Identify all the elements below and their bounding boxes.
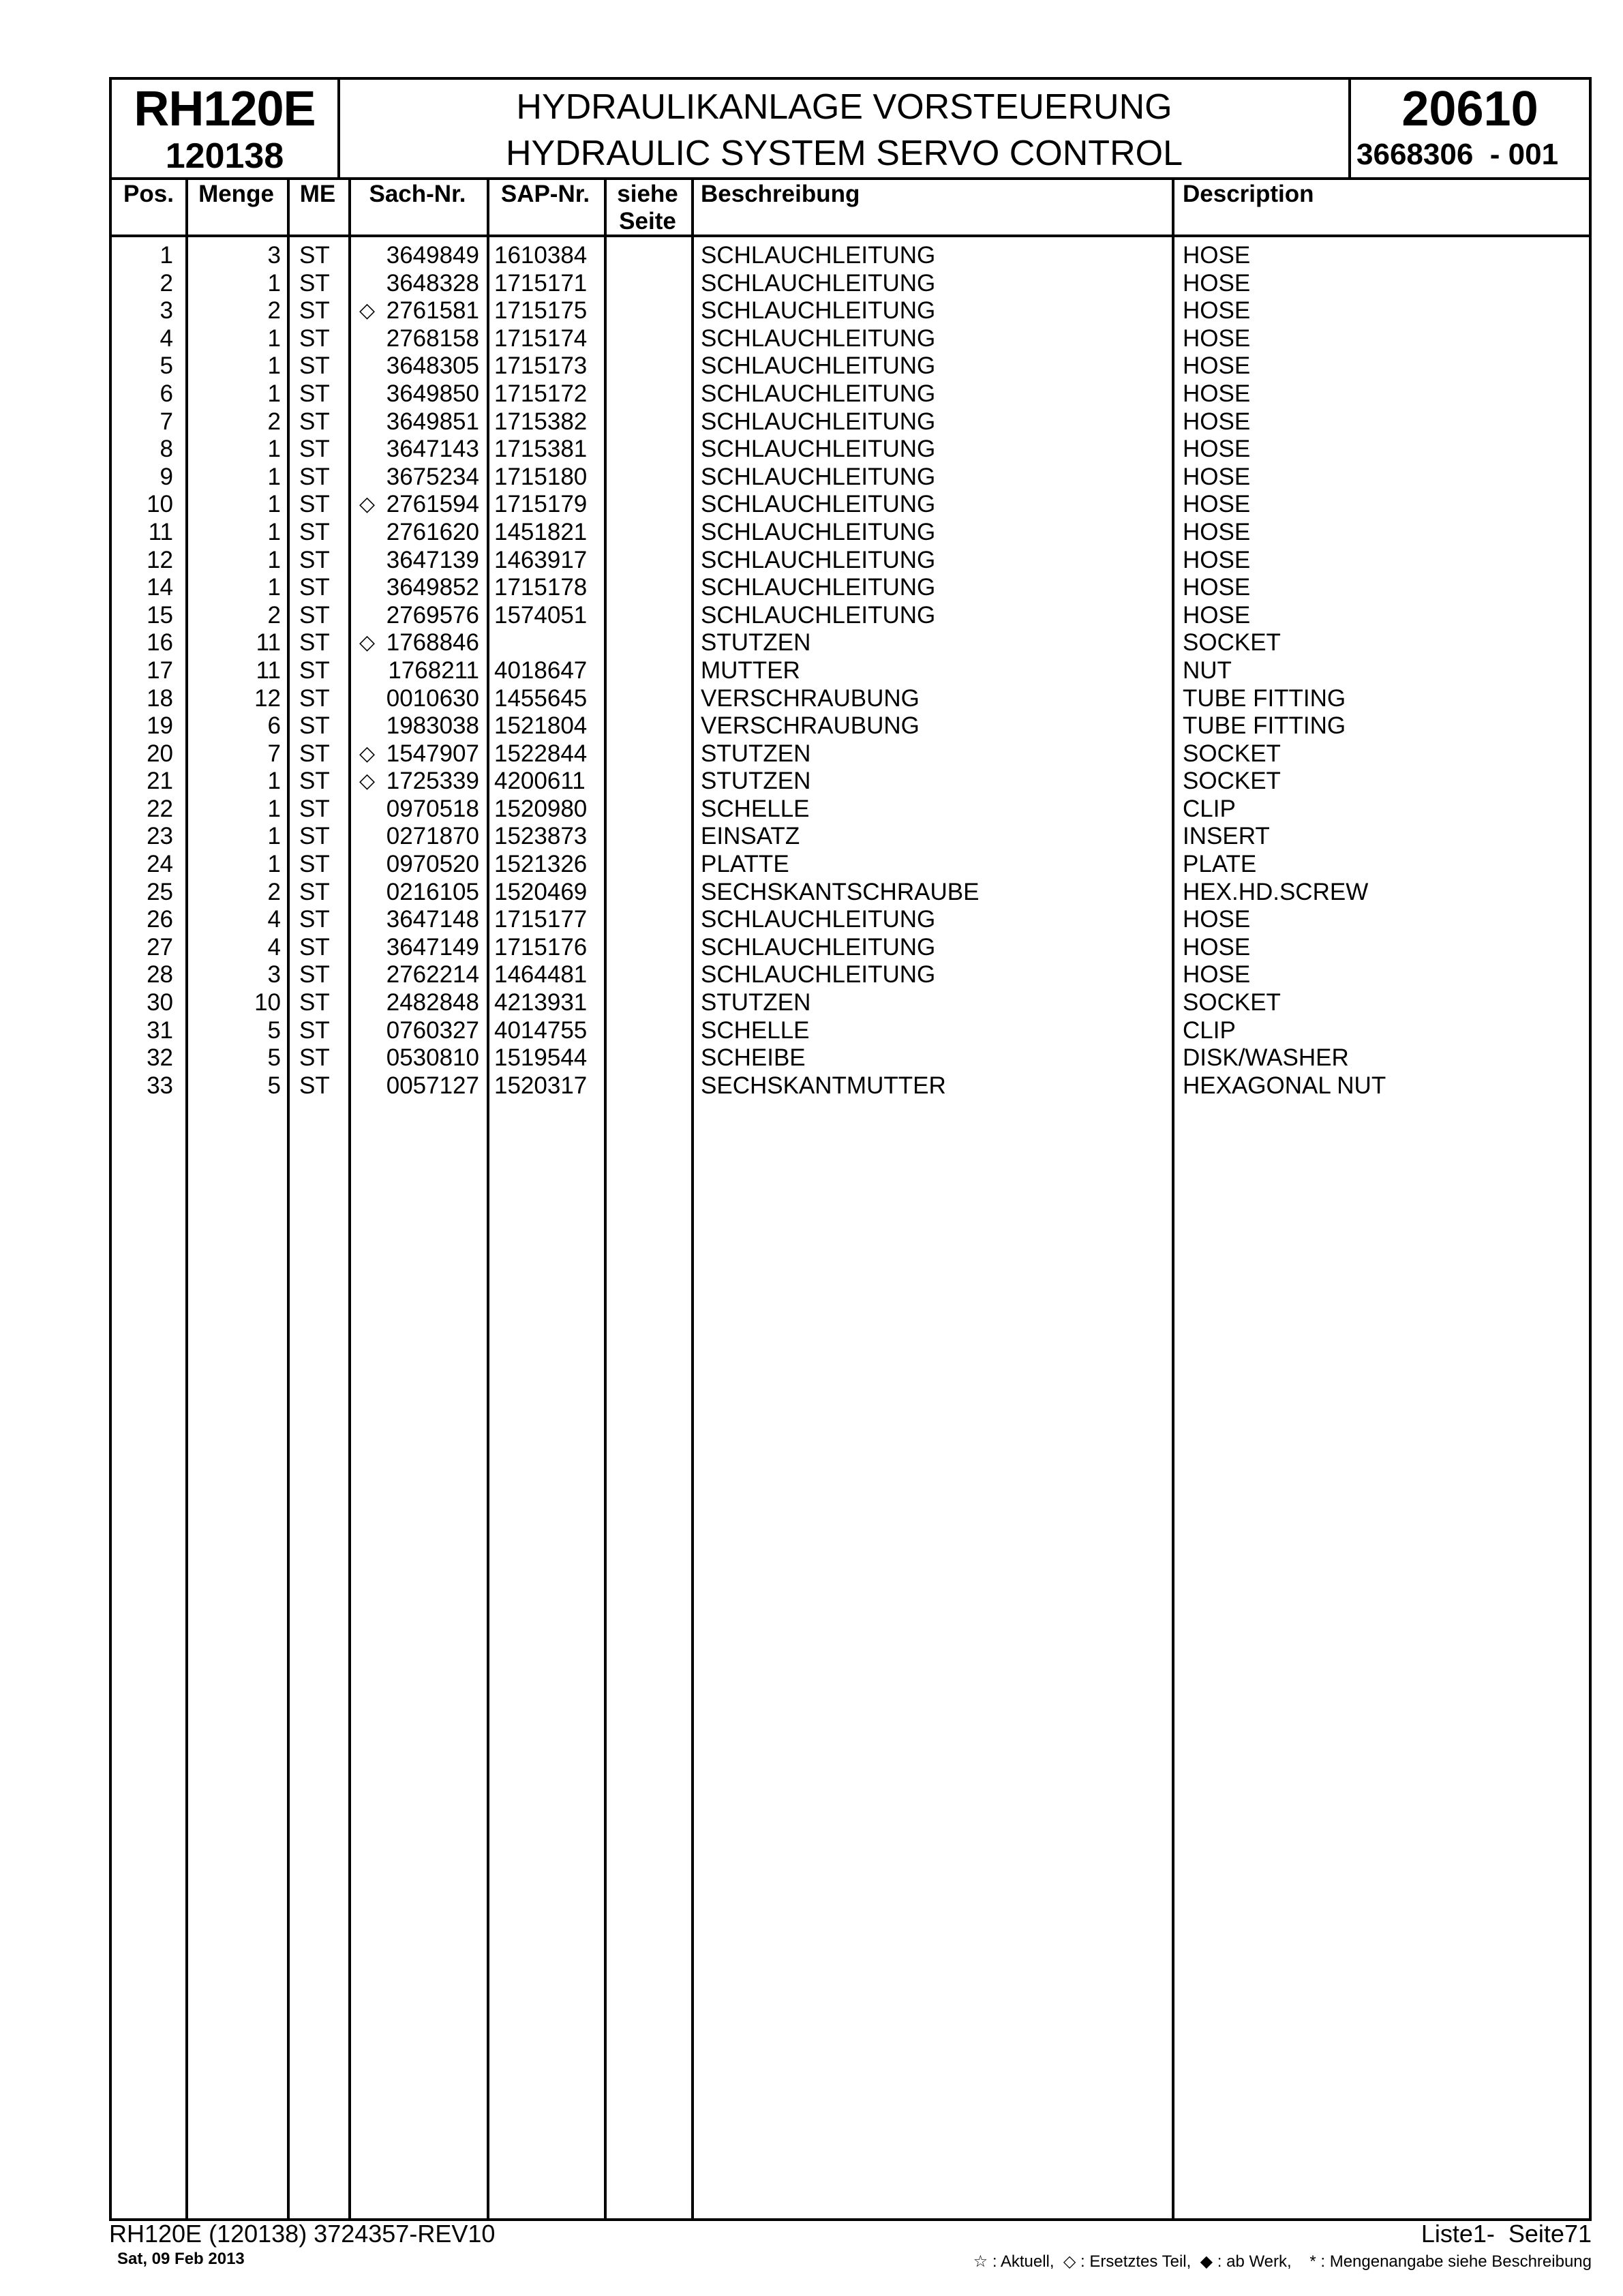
cell-part-no: 3648305 xyxy=(386,352,479,380)
cell-sap-no: 4200611 xyxy=(494,768,586,795)
table-row xyxy=(112,547,1589,575)
table-row xyxy=(112,1017,1589,1045)
col-header-desc-en: Description xyxy=(1183,181,1314,207)
cell-part-no: 0970518 xyxy=(386,795,479,822)
cell-desc-en: HOSE xyxy=(1183,574,1251,601)
cell-qty: 5 xyxy=(267,1016,281,1044)
cell-desc-de: SCHLAUCHLEITUNG xyxy=(701,242,936,269)
table-row xyxy=(112,934,1589,962)
cell-desc-en: HOSE xyxy=(1183,269,1251,297)
cell-part-no: 3647149 xyxy=(386,933,479,961)
cell-pos: 16 xyxy=(147,629,173,656)
table-row xyxy=(112,352,1589,380)
cell-pos: 25 xyxy=(147,878,173,905)
table-row xyxy=(112,823,1589,851)
cell-unit: ST xyxy=(299,933,330,961)
cell-desc-en: HOSE xyxy=(1183,436,1251,463)
model-block xyxy=(112,80,340,177)
cell-desc-de: SCHLAUCHLEITUNG xyxy=(701,463,936,490)
cell-desc-de: SCHLAUCHLEITUNG xyxy=(701,933,936,961)
cell-desc-en: TUBE FITTING xyxy=(1183,684,1346,712)
cell-qty: 1 xyxy=(267,518,281,545)
cell-desc-en: HOSE xyxy=(1183,601,1251,629)
table-row xyxy=(112,629,1589,657)
replaced-part-icon: ◇ xyxy=(359,770,376,793)
cell-desc-de: SECHSKANTMUTTER xyxy=(701,1072,946,1099)
cell-desc-en: NUT xyxy=(1183,656,1232,684)
cell-part-no: 1768846 xyxy=(386,629,479,656)
cell-sap-no: 1519544 xyxy=(494,1044,588,1072)
cell-desc-de: SECHSKANTSCHRAUBE xyxy=(701,878,980,905)
cell-desc-de: SCHLAUCHLEITUNG xyxy=(701,601,936,629)
cell-unit: ST xyxy=(299,601,330,629)
col-header-pos: Pos. xyxy=(123,181,174,207)
cell-unit: ST xyxy=(299,574,330,601)
cell-desc-en: HOSE xyxy=(1183,491,1251,518)
cell-pos: 11 xyxy=(148,518,173,545)
replaced-part-icon: ◇ xyxy=(359,742,376,765)
model-serial: 120138 xyxy=(165,136,284,176)
table-row xyxy=(112,1072,1589,1100)
cell-pos: 33 xyxy=(147,1072,173,1099)
cell-desc-en: TUBE FITTING xyxy=(1183,712,1346,740)
cell-pos: 15 xyxy=(147,601,173,629)
table-row xyxy=(112,685,1589,713)
cell-sap-no: 4018647 xyxy=(494,656,588,684)
cell-pos: 3 xyxy=(160,297,173,324)
cell-desc-en: HOSE xyxy=(1183,463,1251,490)
cell-sap-no: 1715180 xyxy=(494,463,588,490)
cell-desc-en: HOSE xyxy=(1183,518,1251,545)
cell-part-no: 2482848 xyxy=(386,989,479,1016)
cell-desc-de: SCHLAUCHLEITUNG xyxy=(701,380,936,407)
cell-unit: ST xyxy=(299,408,330,435)
header xyxy=(112,80,1589,180)
table-row xyxy=(112,851,1589,879)
cell-qty: 1 xyxy=(267,324,281,352)
cell-desc-en: HEXAGONAL NUT xyxy=(1183,1072,1386,1099)
cell-qty: 2 xyxy=(267,297,281,324)
cell-sap-no: 1463917 xyxy=(494,546,588,573)
cell-desc-en: HOSE xyxy=(1183,380,1251,407)
cell-part-no: 2761581 xyxy=(386,297,479,324)
cell-pos: 27 xyxy=(147,933,173,961)
cell-desc-en: SOCKET xyxy=(1183,629,1281,656)
cell-desc-en: HOSE xyxy=(1183,961,1251,988)
cell-sap-no: 1521804 xyxy=(494,712,588,740)
cell-part-no: 3649849 xyxy=(386,242,479,269)
cell-qty: 4 xyxy=(267,933,281,961)
cell-sap-no: 1520469 xyxy=(494,878,588,905)
col-header-qty: Menge xyxy=(198,181,274,207)
cell-sap-no: 1715171 xyxy=(494,269,588,297)
cell-qty: 4 xyxy=(267,906,281,933)
cell-desc-en: HEX.HD.SCREW xyxy=(1183,878,1369,905)
cell-desc-de: SCHELLE xyxy=(701,1016,810,1044)
cell-sap-no: 1523873 xyxy=(494,823,588,850)
cell-part-no: 2768158 xyxy=(386,324,479,352)
cell-part-no: 1983038 xyxy=(386,712,479,740)
table-row xyxy=(112,768,1589,796)
cell-pos: 18 xyxy=(147,684,173,712)
parts-table-body xyxy=(112,242,1589,1100)
cell-desc-en: HOSE xyxy=(1183,324,1251,352)
replaced-part-icon: ◇ xyxy=(359,493,376,516)
cell-desc-de: SCHEIBE xyxy=(701,1044,806,1072)
cell-desc-en: HOSE xyxy=(1183,352,1251,380)
cell-pos: 14 xyxy=(147,574,173,601)
table-row xyxy=(112,519,1589,547)
cell-desc-de: SCHLAUCHLEITUNG xyxy=(701,297,936,324)
cell-pos: 17 xyxy=(147,656,173,684)
footer-page: Liste1- Seite71 xyxy=(1421,2220,1592,2248)
cell-part-no: 3649850 xyxy=(386,380,479,407)
cell-desc-de: STUTZEN xyxy=(701,768,811,795)
cell-pos: 12 xyxy=(147,546,173,573)
cell-pos: 20 xyxy=(147,740,173,767)
cell-pos: 21 xyxy=(147,768,173,795)
cell-part-no: 1725339 xyxy=(386,768,479,795)
footer-reference: RH120E (120138) 3724357-REV10 xyxy=(109,2220,496,2248)
cell-part-no: 3649851 xyxy=(386,408,479,435)
cell-unit: ST xyxy=(299,740,330,767)
col-header-see-page: siehe xyxy=(617,181,678,207)
cell-desc-en: HOSE xyxy=(1183,906,1251,933)
cell-pos: 2 xyxy=(160,269,173,297)
cell-unit: ST xyxy=(299,1016,330,1044)
cell-unit: ST xyxy=(299,1044,330,1072)
table-row xyxy=(112,712,1589,740)
cell-part-no: 1768211 xyxy=(388,656,479,684)
cell-desc-en: HOSE xyxy=(1183,297,1251,324)
cell-desc-de: SCHLAUCHLEITUNG xyxy=(701,324,936,352)
cell-desc-de: VERSCHRAUBUNG xyxy=(701,712,920,740)
cell-desc-de: SCHLAUCHLEITUNG xyxy=(701,269,936,297)
title-english: HYDRAULIC SYSTEM SERVO CONTROL xyxy=(505,134,1183,173)
cell-qty: 3 xyxy=(267,242,281,269)
replaced-part-icon: ◇ xyxy=(359,631,376,654)
cell-desc-de: SCHLAUCHLEITUNG xyxy=(701,546,936,573)
cell-desc-en: HOSE xyxy=(1183,408,1251,435)
cell-pos: 6 xyxy=(160,380,173,407)
cell-part-no: 0057127 xyxy=(386,1072,479,1099)
table-row xyxy=(112,602,1589,630)
cell-pos: 31 xyxy=(147,1016,173,1044)
cell-desc-en: CLIP xyxy=(1183,795,1236,822)
cell-sap-no: 1715172 xyxy=(494,380,588,407)
cell-unit: ST xyxy=(299,242,330,269)
model-name: RH120E xyxy=(134,82,316,136)
cell-unit: ST xyxy=(299,989,330,1016)
cell-unit: ST xyxy=(299,297,330,324)
cell-qty: 1 xyxy=(267,491,281,518)
replaced-part-icon: ◇ xyxy=(359,299,376,322)
cell-sap-no: 1715175 xyxy=(494,297,588,324)
cell-sap-no: 4213931 xyxy=(494,989,588,1016)
cell-part-no: 3648328 xyxy=(386,269,479,297)
cell-qty: 10 xyxy=(254,989,281,1016)
cell-desc-en: HOSE xyxy=(1183,546,1251,573)
cell-qty: 1 xyxy=(267,546,281,573)
cell-sap-no: 1715174 xyxy=(494,324,588,352)
cell-sap-no: 1522844 xyxy=(494,740,588,767)
group-block xyxy=(1351,80,1589,177)
title-block xyxy=(340,80,1351,177)
table-row xyxy=(112,408,1589,436)
cell-sap-no: 1715177 xyxy=(494,906,588,933)
cell-unit: ST xyxy=(299,851,330,878)
cell-unit: ST xyxy=(299,823,330,850)
cell-desc-en: INSERT xyxy=(1183,823,1270,850)
cell-unit: ST xyxy=(299,518,330,545)
cell-unit: ST xyxy=(299,768,330,795)
cell-desc-en: SOCKET xyxy=(1183,740,1281,767)
cell-unit: ST xyxy=(299,961,330,988)
table-row xyxy=(112,491,1589,519)
cell-desc-en: DISK/WASHER xyxy=(1183,1044,1349,1072)
cell-unit: ST xyxy=(299,712,330,740)
cell-sap-no: 1521326 xyxy=(494,851,588,878)
cell-part-no: 0970520 xyxy=(386,851,479,878)
cell-sap-no: 1574051 xyxy=(494,601,588,629)
cell-desc-en: SOCKET xyxy=(1183,768,1281,795)
cell-qty: 1 xyxy=(267,380,281,407)
cell-desc-de: SCHLAUCHLEITUNG xyxy=(701,491,936,518)
cell-desc-en: PLATE xyxy=(1183,851,1257,878)
cell-part-no: 3647139 xyxy=(386,546,479,573)
column-header-row xyxy=(112,180,1589,237)
cell-qty: 12 xyxy=(254,684,281,712)
cell-unit: ST xyxy=(299,656,330,684)
cell-qty: 2 xyxy=(267,878,281,905)
cell-pos: 28 xyxy=(147,961,173,988)
cell-qty: 5 xyxy=(267,1044,281,1072)
table-row xyxy=(112,906,1589,934)
cell-pos: 30 xyxy=(147,989,173,1016)
cell-unit: ST xyxy=(299,878,330,905)
col-header-part-no: Sach-Nr. xyxy=(369,181,466,207)
table-row xyxy=(112,657,1589,685)
cell-desc-de: SCHLAUCHLEITUNG xyxy=(701,352,936,380)
cell-pos: 23 xyxy=(147,823,173,850)
cell-desc-de: STUTZEN xyxy=(701,989,811,1016)
cell-pos: 19 xyxy=(147,712,173,740)
cell-unit: ST xyxy=(299,463,330,490)
cell-unit: ST xyxy=(299,1072,330,1099)
cell-qty: 11 xyxy=(256,629,281,656)
cell-desc-en: HOSE xyxy=(1183,933,1251,961)
cell-sap-no: 1610384 xyxy=(494,242,588,269)
table-row xyxy=(112,1044,1589,1072)
cell-desc-en: SOCKET xyxy=(1183,989,1281,1016)
cell-pos: 7 xyxy=(160,408,173,435)
parts-list-frame xyxy=(109,77,1592,2221)
cell-desc-de: EINSATZ xyxy=(701,823,800,850)
cell-part-no: 3649852 xyxy=(386,574,479,601)
cell-pos: 4 xyxy=(160,324,173,352)
cell-part-no: 0530810 xyxy=(386,1044,479,1072)
cell-desc-de: STUTZEN xyxy=(701,629,811,656)
cell-unit: ST xyxy=(299,436,330,463)
cell-desc-de: SCHELLE xyxy=(701,795,810,822)
cell-part-no: 2769576 xyxy=(386,601,479,629)
table-row xyxy=(112,436,1589,464)
table-row xyxy=(112,740,1589,768)
table-row xyxy=(112,464,1589,492)
cell-qty: 2 xyxy=(267,601,281,629)
cell-part-no: 2761620 xyxy=(386,518,479,545)
col-header-see-page-2: Seite xyxy=(619,208,676,235)
table-row xyxy=(112,325,1589,353)
cell-sap-no: 1715176 xyxy=(494,933,588,961)
cell-desc-de: SCHLAUCHLEITUNG xyxy=(701,574,936,601)
cell-qty: 5 xyxy=(267,1072,281,1099)
footer-legend: ☆ : Aktuell, ◇ : Ersetztes Teil, ◆ : ab Werk, * : Mengenangabe siehe Beschreibung xyxy=(973,2252,1592,2271)
cell-sap-no: 1715381 xyxy=(494,436,588,463)
table-row xyxy=(112,574,1589,602)
cell-unit: ST xyxy=(299,795,330,822)
cell-part-no: 3647143 xyxy=(386,436,479,463)
cell-qty: 1 xyxy=(267,436,281,463)
cell-desc-de: STUTZEN xyxy=(701,740,811,767)
cell-desc-de: SCHLAUCHLEITUNG xyxy=(701,906,936,933)
cell-unit: ST xyxy=(299,324,330,352)
cell-pos: 26 xyxy=(147,906,173,933)
cell-desc-de: SCHLAUCHLEITUNG xyxy=(701,436,936,463)
cell-qty: 7 xyxy=(267,740,281,767)
cell-sap-no: 1715179 xyxy=(494,491,588,518)
table-row xyxy=(112,270,1589,298)
cell-qty: 3 xyxy=(267,961,281,988)
cell-unit: ST xyxy=(299,629,330,656)
table-row xyxy=(112,297,1589,325)
cell-part-no: 0760327 xyxy=(386,1016,479,1044)
cell-qty: 1 xyxy=(267,795,281,822)
col-header-unit: ME xyxy=(299,181,336,207)
cell-unit: ST xyxy=(299,684,330,712)
table-row xyxy=(112,380,1589,408)
cell-unit: ST xyxy=(299,491,330,518)
cell-qty: 1 xyxy=(267,574,281,601)
cell-part-no: 1547907 xyxy=(386,740,479,767)
cell-pos: 9 xyxy=(160,463,173,490)
cell-desc-en: CLIP xyxy=(1183,1016,1236,1044)
table-row xyxy=(112,796,1589,824)
cell-unit: ST xyxy=(299,380,330,407)
document-number: 3668306 - 001 xyxy=(1356,138,1559,171)
title-german: HYDRAULIKANLAGE VORSTEUERUNG xyxy=(516,87,1172,127)
cell-qty: 1 xyxy=(267,269,281,297)
cell-sap-no: 1715178 xyxy=(494,574,588,601)
cell-qty: 1 xyxy=(267,463,281,490)
cell-unit: ST xyxy=(299,546,330,573)
cell-desc-de: VERSCHRAUBUNG xyxy=(701,684,920,712)
cell-pos: 5 xyxy=(160,352,173,380)
col-header-desc-de: Beschreibung xyxy=(701,181,860,207)
cell-sap-no: 1520980 xyxy=(494,795,588,822)
cell-part-no: 3675234 xyxy=(386,463,479,490)
cell-unit: ST xyxy=(299,906,330,933)
cell-part-no: 0271870 xyxy=(386,823,479,850)
cell-qty: 6 xyxy=(267,712,281,740)
cell-sap-no: 4014755 xyxy=(494,1016,588,1044)
cell-desc-en: HOSE xyxy=(1183,242,1251,269)
cell-part-no: 3647148 xyxy=(386,906,479,933)
cell-part-no: 2762214 xyxy=(386,961,479,988)
cell-qty: 1 xyxy=(267,352,281,380)
group-number: 20610 xyxy=(1401,82,1538,136)
cell-sap-no: 1715173 xyxy=(494,352,588,380)
cell-unit: ST xyxy=(299,269,330,297)
cell-qty: 1 xyxy=(267,851,281,878)
cell-qty: 11 xyxy=(256,656,281,684)
cell-sap-no: 1464481 xyxy=(494,961,588,988)
cell-sap-no: 1451821 xyxy=(494,518,588,545)
cell-sap-no: 1715382 xyxy=(494,408,588,435)
cell-pos: 8 xyxy=(160,436,173,463)
cell-unit: ST xyxy=(299,352,330,380)
cell-qty: 1 xyxy=(267,823,281,850)
cell-part-no: 0216105 xyxy=(386,878,479,905)
cell-sap-no: 1455645 xyxy=(494,684,588,712)
cell-pos: 10 xyxy=(147,491,173,518)
cell-part-no: 0010630 xyxy=(386,684,479,712)
table-row xyxy=(112,961,1589,989)
cell-qty: 1 xyxy=(267,768,281,795)
cell-sap-no: 1520317 xyxy=(494,1072,588,1099)
cell-desc-de: MUTTER xyxy=(701,656,800,684)
cell-qty: 2 xyxy=(267,408,281,435)
table-row xyxy=(112,242,1589,270)
cell-desc-de: PLATTE xyxy=(701,851,789,878)
cell-pos: 32 xyxy=(147,1044,173,1072)
cell-desc-de: SCHLAUCHLEITUNG xyxy=(701,408,936,435)
cell-desc-de: SCHLAUCHLEITUNG xyxy=(701,961,936,988)
footer-date: Sat, 09 Feb 2013 xyxy=(117,2250,245,2268)
cell-pos: 24 xyxy=(147,851,173,878)
cell-pos: 22 xyxy=(147,795,173,822)
cell-desc-de: SCHLAUCHLEITUNG xyxy=(701,518,936,545)
cell-part-no: 2761594 xyxy=(386,491,479,518)
table-row xyxy=(112,879,1589,907)
col-header-sap-no: SAP-Nr. xyxy=(500,181,590,207)
table-row xyxy=(112,989,1589,1017)
cell-pos: 1 xyxy=(160,242,173,269)
